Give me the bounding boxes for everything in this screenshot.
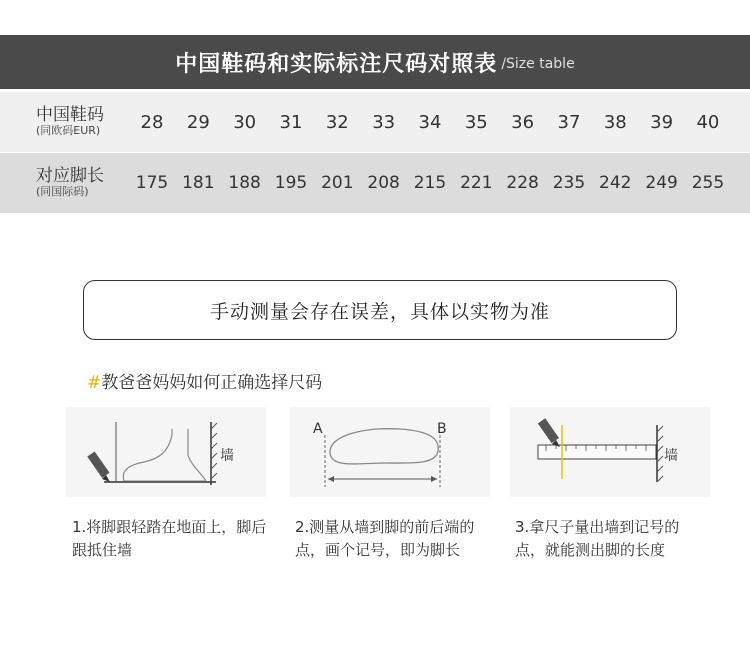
size-cell: 33	[372, 111, 396, 133]
hash-mark: #	[87, 373, 102, 393]
size-cell: 215	[413, 173, 447, 193]
illustration-mark-ends	[290, 407, 490, 497]
row-label-main: 对应脚长	[36, 165, 104, 186]
row-label	[0, 167, 130, 199]
wall-label: 墙	[220, 448, 234, 464]
size-cell: 242	[599, 173, 632, 193]
measurement-note: 手动测量会存在误差，具体以实物为准	[83, 280, 677, 340]
size-cell: 181	[182, 173, 215, 193]
step-1-text: 1.将脚跟轻踏在地面上，脚后跟抵住墙	[72, 518, 267, 560]
size-cell: 235	[552, 173, 586, 193]
size-cell: 30	[233, 111, 257, 133]
step-2-text: 2.测量从墙到脚的前后端的点，画个记号，即为脚长	[295, 518, 475, 560]
size-cell: 36	[511, 111, 535, 133]
size-row-foot-length	[0, 153, 750, 213]
table-title-bar	[0, 35, 750, 89]
point-b-label: B	[437, 421, 447, 437]
size-cell: 188	[228, 173, 261, 193]
guide-title-text: 教爸爸妈妈如何正确选择尺码	[101, 373, 323, 393]
size-cell: 28	[140, 111, 164, 133]
row-cells	[130, 112, 750, 133]
size-cell: 38	[603, 111, 627, 133]
row-label-sub: (同国际码)	[36, 185, 89, 199]
pencil-icon	[87, 451, 110, 482]
size-cell: 201	[321, 173, 354, 193]
table-title: 中国鞋码和实际标注尺码对照表	[175, 51, 498, 77]
size-cell: 35	[464, 111, 488, 133]
guide-title	[87, 368, 322, 393]
size-cell: 228	[506, 173, 539, 193]
row-cells	[130, 173, 750, 193]
step-3-text: 3.拿尺子量出墙到记号的点，就能测出脚的长度	[515, 518, 680, 560]
row-label-sub: (同欧码EUR)	[36, 124, 101, 138]
size-cell: 249	[645, 173, 678, 193]
illustration-ruler	[510, 407, 710, 497]
size-cell: 39	[650, 111, 674, 133]
size-cell: 40	[696, 111, 720, 133]
size-cell: 31	[279, 111, 303, 133]
size-cell: 208	[367, 173, 400, 193]
size-cell: 221	[460, 173, 493, 193]
size-cell: 195	[274, 173, 308, 193]
foot-wall-drawing	[66, 407, 266, 497]
size-cell: 255	[691, 173, 725, 193]
size-cell: 32	[325, 111, 349, 133]
pencil-icon	[538, 418, 560, 447]
size-cell: 37	[557, 111, 581, 133]
ruler-drawing	[510, 407, 710, 497]
wall-label: 墙	[664, 448, 678, 464]
row-label	[0, 106, 130, 138]
size-cell: 29	[186, 111, 210, 133]
size-cell: 175	[135, 173, 169, 193]
size-cell: 34	[418, 111, 442, 133]
size-row-china	[0, 92, 750, 152]
illustration-heel-on-wall	[66, 407, 266, 497]
row-label-main: 中国鞋码	[36, 104, 104, 125]
table-subtitle: /Size table	[501, 56, 575, 72]
point-a-label: A	[313, 421, 323, 437]
